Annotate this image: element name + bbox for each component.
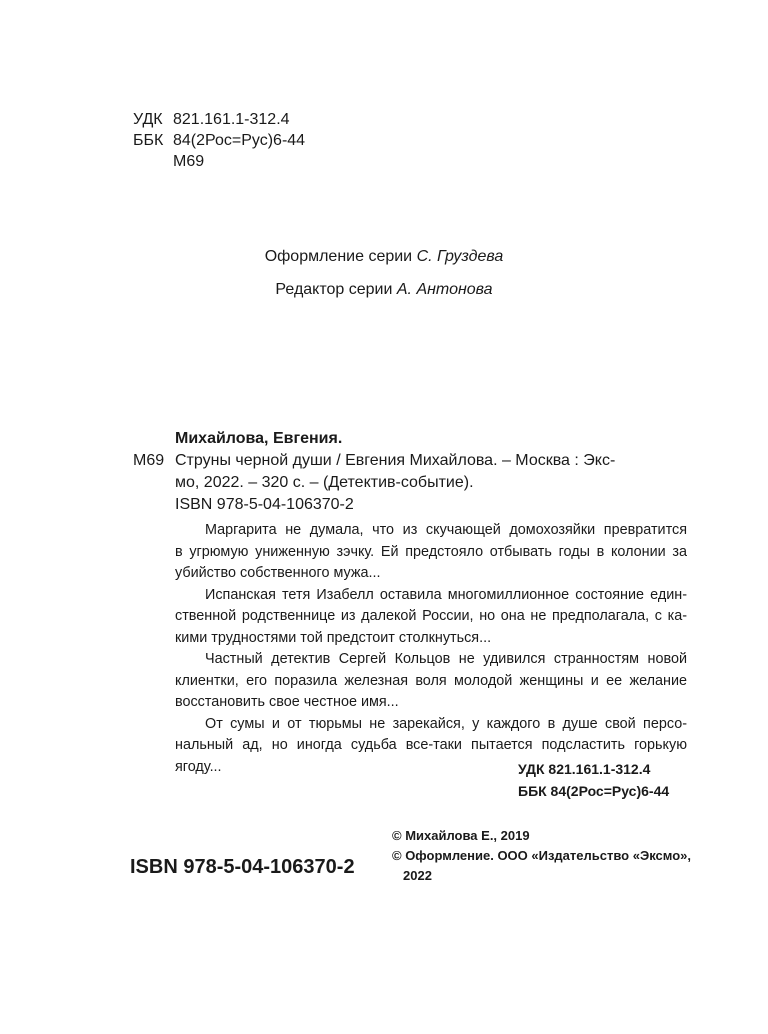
series-editor-credit — [0, 280, 768, 300]
annotation-line: Испанская тетя Изабелл оставила многомиллионное состояние един- — [205, 586, 687, 603]
udk-value: 821.161.1-312.4 — [173, 111, 290, 128]
series-design-name: С. Груздева — [416, 248, 504, 265]
annotation-line: Частный детектив Сергей Кольцов не удивился странностям новой — [205, 651, 687, 667]
annotation-line: убийство собственного мужа... — [175, 565, 381, 581]
annotation-line: восстановить свое честное имя... — [175, 694, 399, 710]
annotation-line: нальный ад, но иногда судьба все-таки пытается подсластить горькую — [175, 737, 687, 753]
annotation-line: клиентки, его поразила железная воля молодой женщины и ее желание — [175, 672, 687, 689]
copyright-year: 2022 — [403, 868, 432, 883]
annotation-line: в угрюмую униженную зэчку. Ей предстояло отбывать годы в колонии за — [175, 543, 687, 560]
annotation-line: ственной родственнице из далекой России, но она не предполагала, с ка- — [175, 608, 687, 624]
catalog-header — [133, 110, 305, 173]
series-design-credit — [0, 247, 768, 267]
udk-label: УДК — [133, 111, 163, 128]
author-mark: М69 — [173, 153, 205, 170]
bib-imprint-line — [133, 472, 688, 494]
bib-mark: М69 — [133, 452, 165, 469]
series-design-prefix: Оформление серии — [264, 248, 413, 265]
footer-bbk: ББК 84(2Рос=Рус)6-44 — [518, 783, 670, 799]
annotation-line: ягоду... — [175, 758, 222, 775]
bib-imprint-text: мо, 2022. – 320 с. – (Детектив-событие). — [175, 474, 474, 491]
bbk-row — [133, 131, 305, 152]
bibliographic-record — [133, 428, 688, 516]
bib-title-text: Струны черной души / Евгения Михайлова. – Москва : Экс- — [175, 452, 616, 469]
footer-udk: УДК 821.161.1-312.4 — [518, 761, 651, 777]
bib-author: Михайлова, Евгения. — [175, 430, 343, 447]
author-mark-row — [133, 152, 305, 173]
annotation — [175, 520, 687, 778]
annotation-line: От сумы и от тюрьмы не зарекайся, у каждого в душе свой персо- — [205, 715, 687, 732]
annotation-line: Маргарита не думала, что из скучающей домохозяйки превратится — [205, 522, 687, 538]
bbk-value: 84(2Рос=Рус)6-44 — [173, 132, 306, 149]
series-editor-prefix: Редактор серии — [275, 281, 393, 298]
copyright-design: © Оформление. ООО «Издательство «Эксмо», — [392, 848, 691, 863]
copyright-block — [392, 826, 691, 886]
footer-catalog — [518, 758, 669, 802]
bbk-label: ББК — [133, 132, 164, 149]
copyright-author: © Михайлова Е., 2019 — [392, 828, 530, 843]
series-editor-name: А. Антонова — [396, 281, 493, 298]
isbn-large: ISBN 978-5-04-106370-2 — [130, 856, 355, 878]
bib-isbn: ISBN 978-5-04-106370-2 — [175, 496, 354, 513]
bib-title-line — [133, 450, 688, 472]
annotation-line: кими трудностями той предстоит столкнуться... — [175, 629, 492, 646]
udk-row — [133, 110, 305, 131]
bib-isbn-line — [133, 494, 688, 516]
bib-author-line — [133, 428, 688, 450]
